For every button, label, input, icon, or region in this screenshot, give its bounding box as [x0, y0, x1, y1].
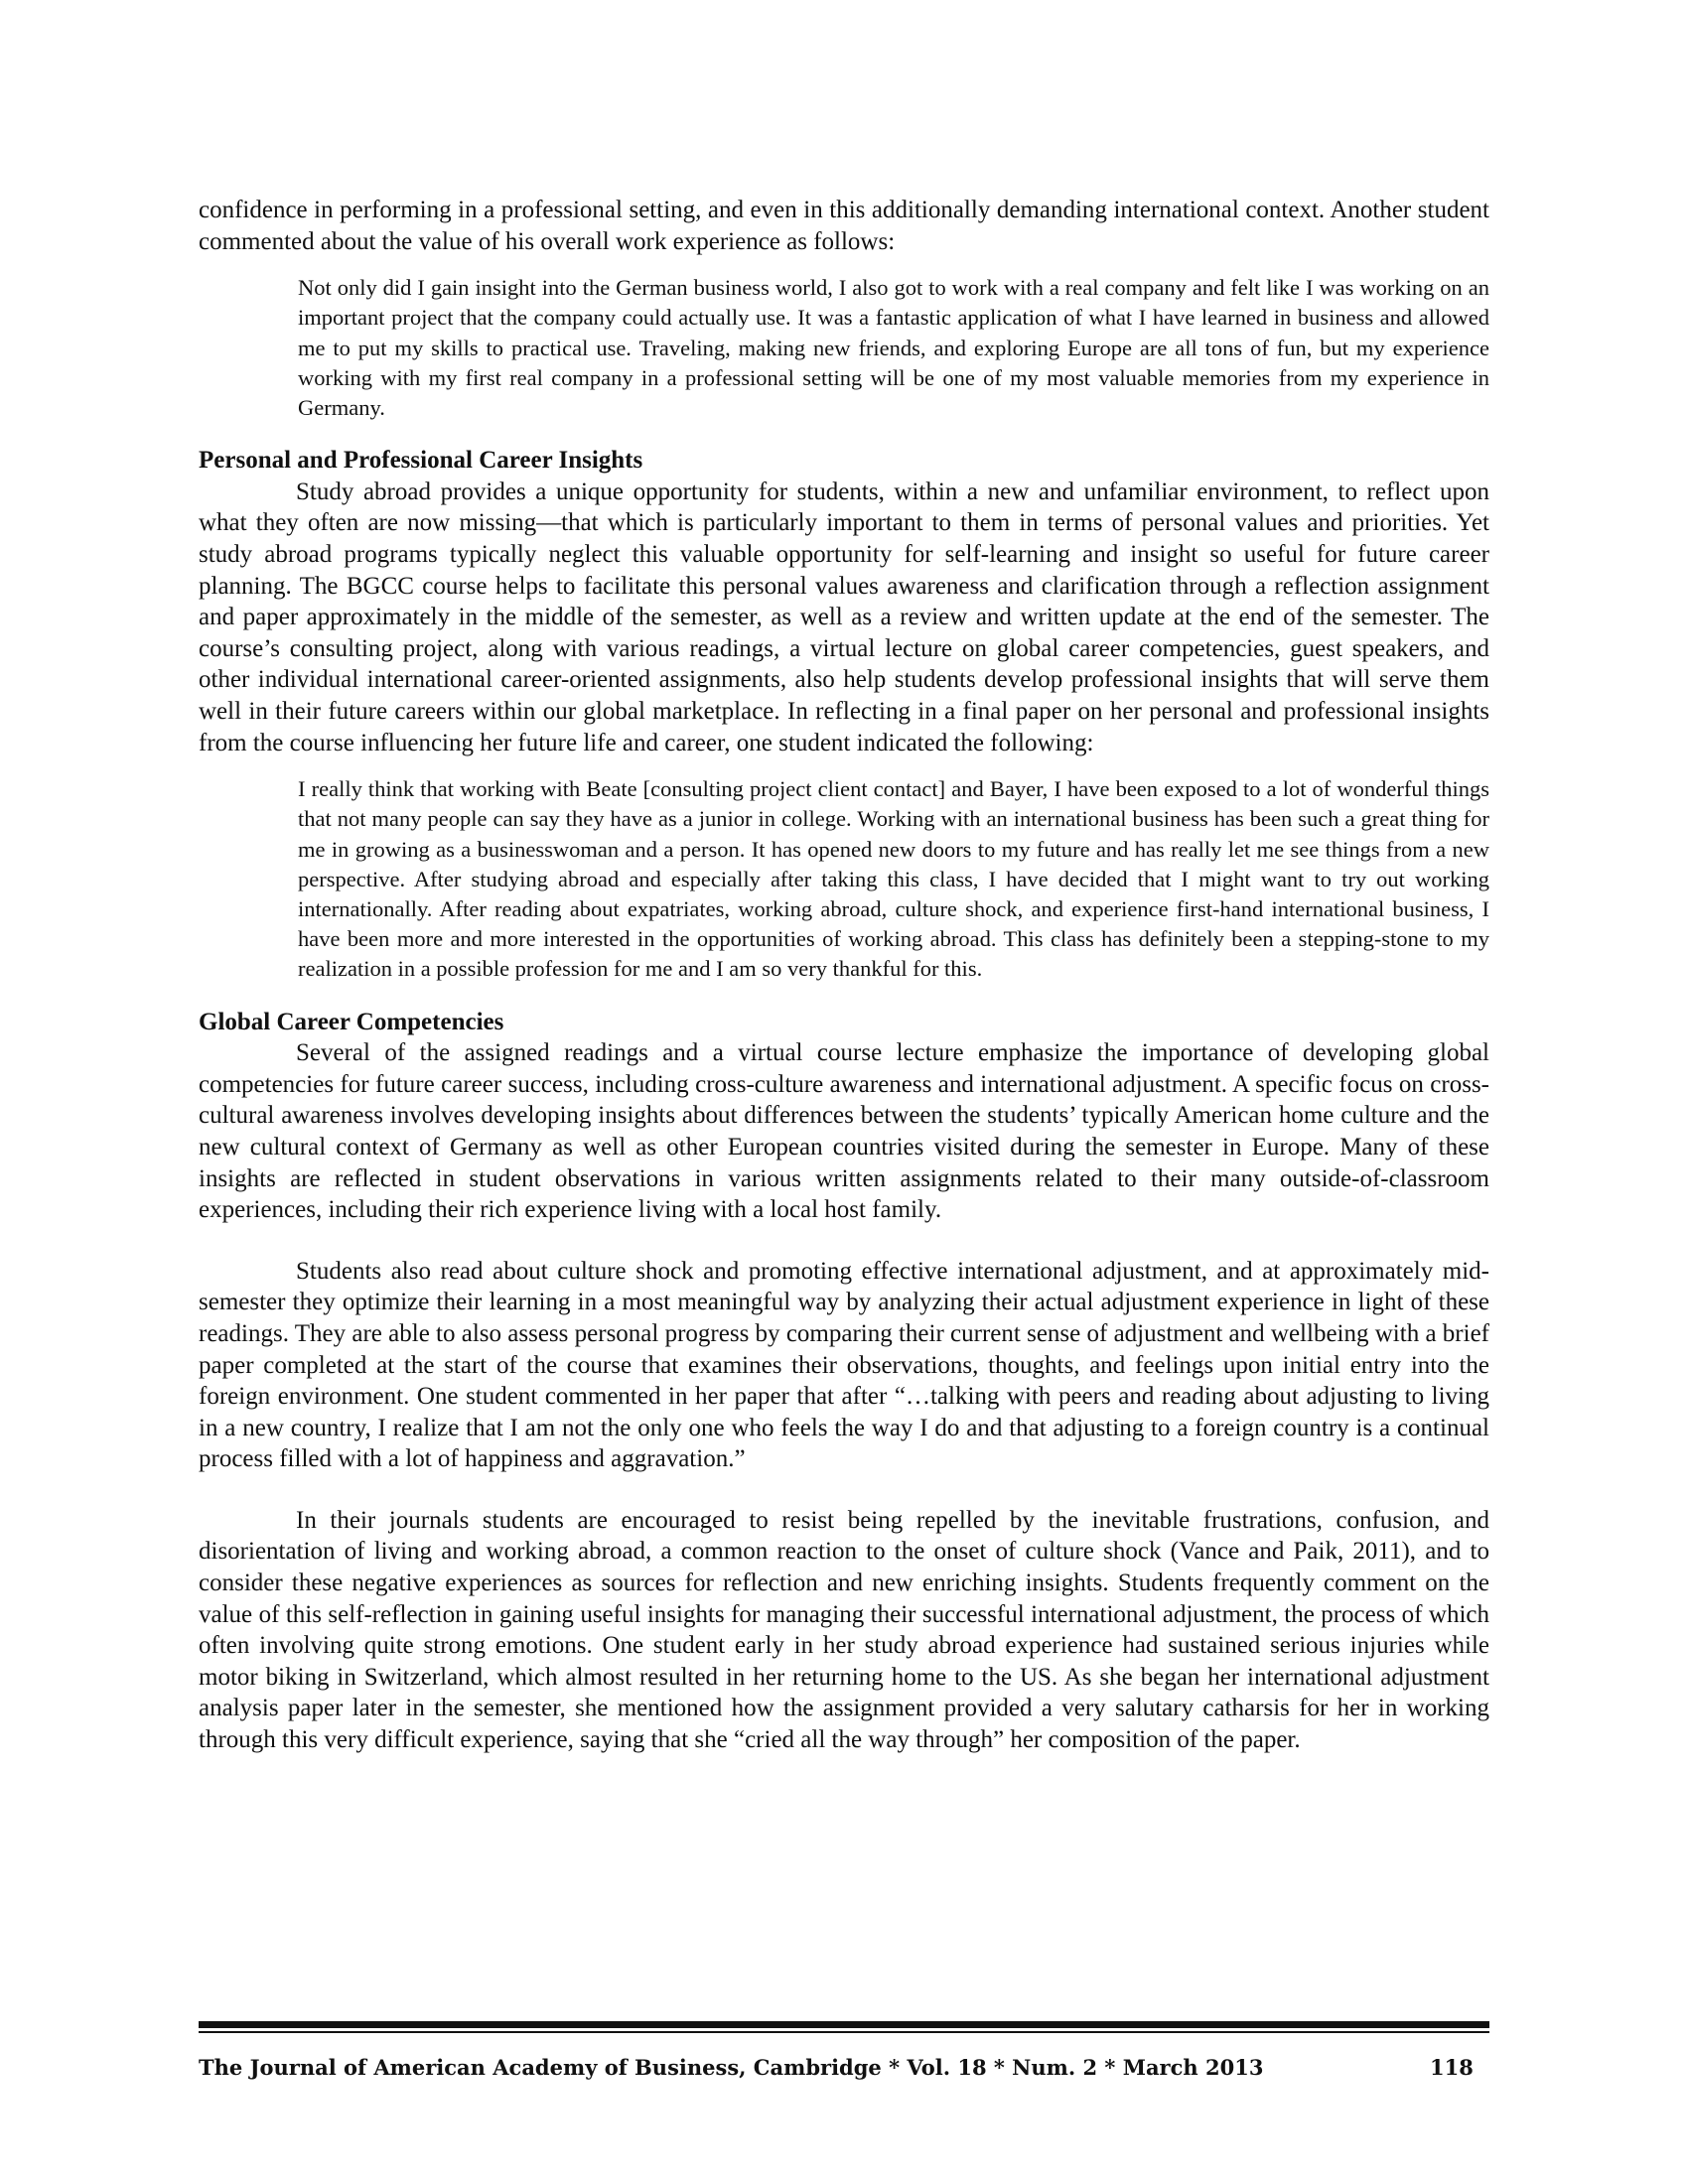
body-paragraph-4: In their journals students are encouraged to resist being repelled by the inevitable frustrations, confusion, and disorientation of living and working abroad, a common reaction to the onset of culture shock (Vance and Paik, 2011), and to consider these negative experiences as sources for reflection and new enriching insights. Students frequently comment on the value of this self-reflection in gaining useful insights for managing their successful international adjustment, the process of which often involving quite strong emotions. One student early in her study abroad experience had sustained serious injuries while motor biking in Switzerland, which almost resulted in her returning home to the US. As she began her international adjustment analysis paper later in the semester, she mentioned how the assignment provided a very salutary catharsis for her in working through this very difficult experience, saying that she “cried all the way through” her composition of the paper.	[199, 1506, 1489, 1754]
page-body	[199, 195, 1489, 1756]
section-heading-career-insights: Personal and Professional Career Insights	[199, 447, 643, 475]
body-paragraph-intro: confidence in performing in a professional setting, and even in this additionally demanding international context. Another student commented about the value of his overall work experience as follows:	[199, 197, 1489, 255]
block-quote-1: Not only did I gain insight into the German business world, I also got to work with a real company and felt like I was working on an important project that the company could actually use. It was a fantastic application of what I have learned in business and allowed me to put my skills to practical use. Traveling, making new friends, and exploring Europe are all tons of fun, but my experience working with my first real company in a professional setting will be one of my most valuable memories from my experience in Germany.	[298, 275, 1489, 420]
footer-page-number: 118	[1430, 2055, 1474, 2080]
section-heading-global-competencies: Global Career Competencies	[199, 1008, 504, 1035]
body-paragraph-3: Students also read about culture shock and promoting effective international adjustment, and at approximately mid-semester they optimize their learning in a most meaningful way by analyzing their actual adjustment experience in light of these readings. They are able to also assess personal progress by comparing their current sense of adjustment and wellbeing with a brief paper completed at the start of the course that examines their observations, thoughts, and feelings upon initial entry into the foreign environment. One student commented in her paper that after “…talking with peers and reading about adjusting to living in a new country, I realize that I am not the only one who feels the way I do and that adjusting to a foreign country is a continual process filled with a lot of happiness and aggravation.”	[199, 1257, 1489, 1473]
footer-rule-thin	[199, 2031, 1489, 2033]
body-paragraph-2: Several of the assigned readings and a virtual course lecture emphasize the importance of developing global competencies for future career success, including cross-culture awareness and international adjustment. A specific focus on cross-cultural awareness involves developing insights about differences between the students’ typically American home culture and the new cultural context of Germany as well as other European countries visited during the semester in Europe. Many of these insights are reflected in student observations in various written assignments related to their many outside-of-classroom experiences, including their rich experience living with a local host family.	[199, 1039, 1489, 1224]
body-paragraph-1: Study abroad provides a unique opportunity for students, within a new and unfamiliar environment, to reflect upon what they often are now missing—that which is particularly important to them in terms of personal values and priorities. Yet study abroad programs typically neglect this valuable opportunity for self-learning and insight so useful for future career planning. The BGCC course helps to facilitate this personal values awareness and clarification through a reflection assignment and paper approximately in the middle of the semester, as well as a review and written update at the end of the semester. The course’s consulting project, along with various readings, a virtual lecture on global career competencies, guest speakers, and other individual international career-oriented assignments, also help students develop professional insights that will serve them well in their future careers within our global marketplace. In reflecting in a final paper on her personal and professional insights from the course influencing her future life and career, one student indicated the following:	[199, 478, 1489, 756]
block-quote-2: I really think that working with Beate [consulting project client contact] and Bayer, I have been exposed to a lot of wonderful things that not many people can say they have as a junior in college. Working with an international business has been such a great thing for me in growing as a businesswoman and a person. It has opened new doors to my future and has really let me see things from a new perspective. After studying abroad and especially after taking this class, I have decided that I might want to try out working internationally. After reading about expatriates, working abroad, culture shock, and experience first-hand international business, I have been more and more interested in the opportunities of working abroad. This class has definitely been a stepping-stone to my realization in a possible profession for me and I am so very thankful for this.	[298, 776, 1489, 982]
footer-rule-thick	[199, 2021, 1489, 2028]
footer-journal-citation: The Journal of American Academy of Business, Cambridge * Vol. 18 * Num. 2 * March 2013	[199, 2055, 1264, 2080]
